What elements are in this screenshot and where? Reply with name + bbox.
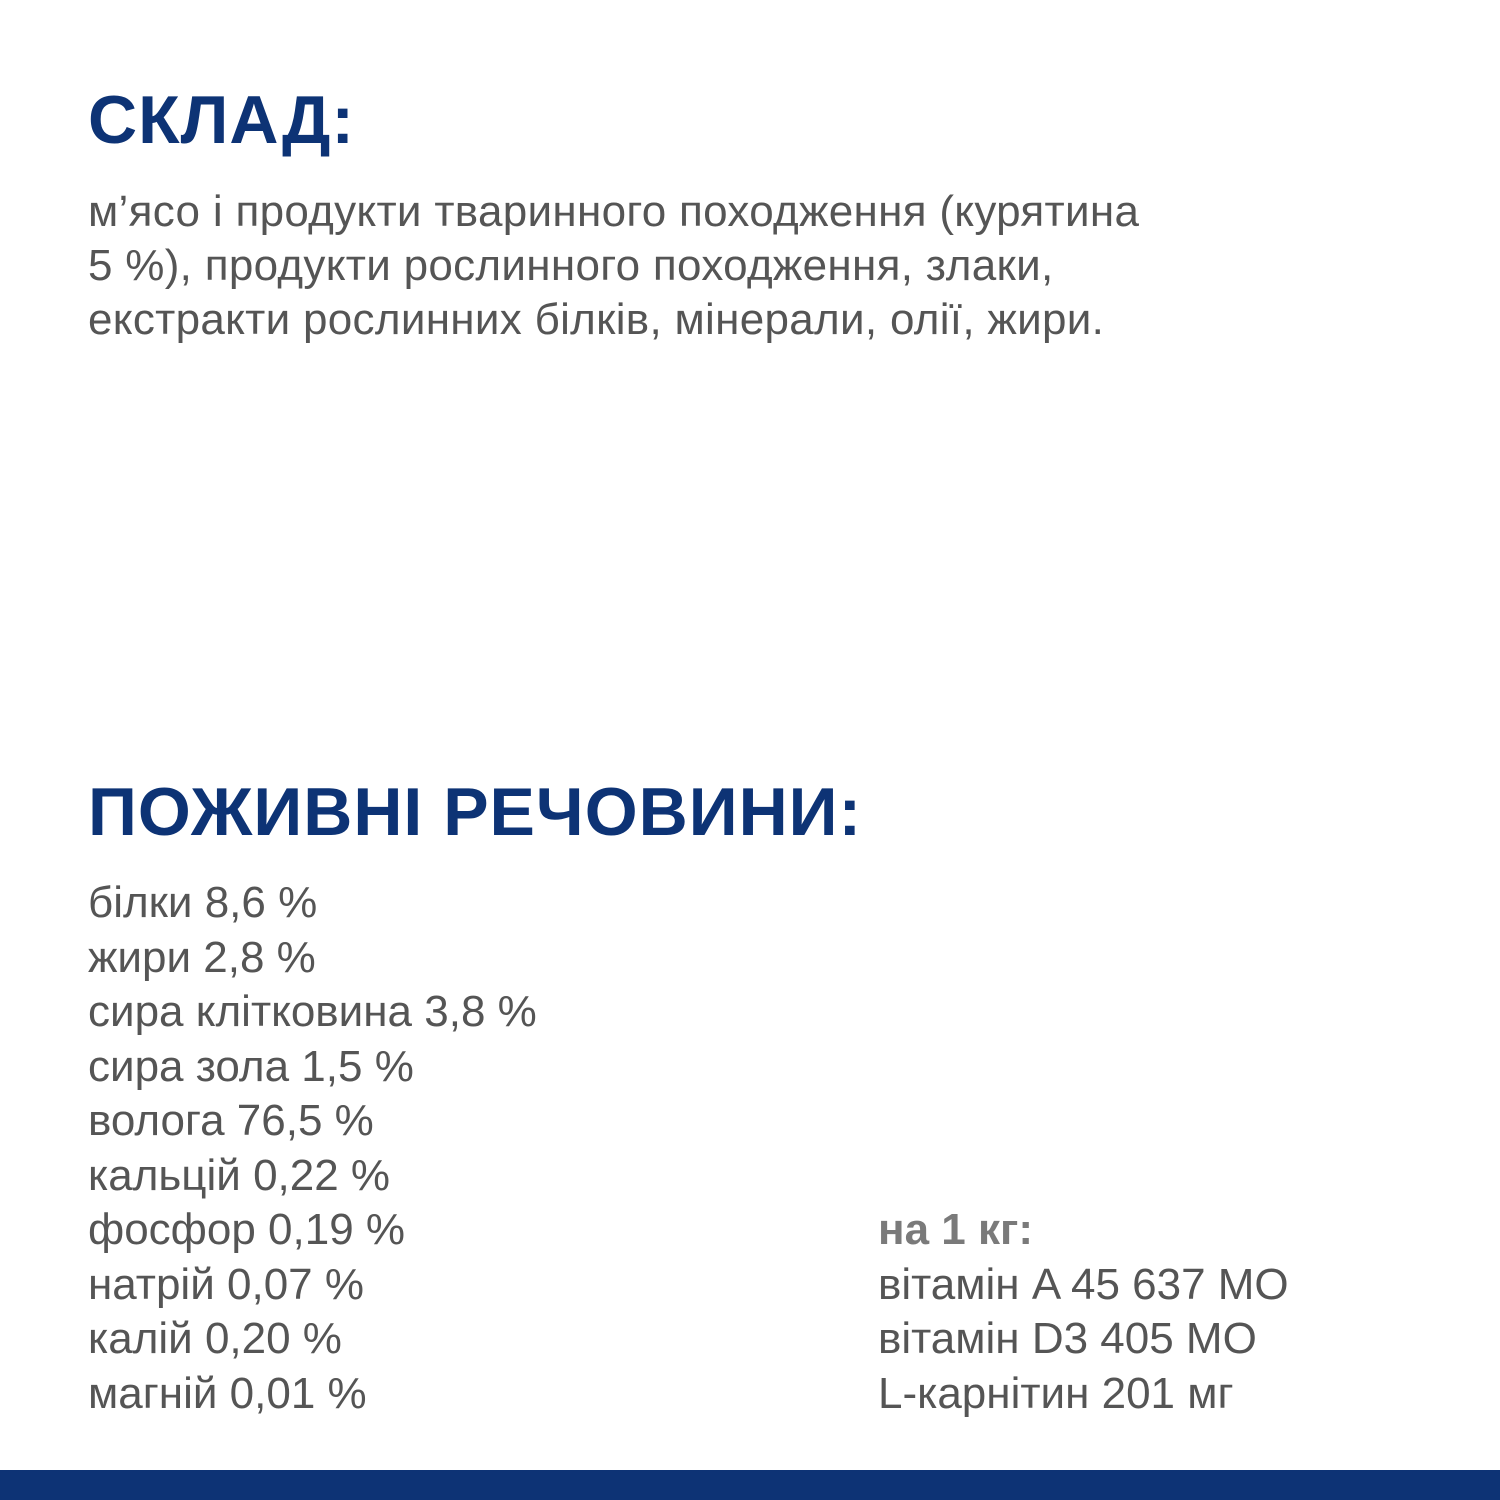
composition-line: 5 %), продукти рослинного походження, злаки, xyxy=(88,241,1054,290)
nutrient-item: волога 76,5 % xyxy=(88,1096,374,1145)
nutrient-item: калій 0,20 % xyxy=(88,1314,342,1363)
nutrient-item: сира зола 1,5 % xyxy=(88,1041,414,1091)
composition-line: м’ясо і продукти тваринного походження (курятина xyxy=(88,187,1140,236)
composition-text xyxy=(88,185,1428,347)
nutrient-item: кальцій 0,22 % xyxy=(88,1150,391,1200)
composition-heading: СКЛАД: xyxy=(88,82,356,158)
per-kg-item: вітамін A 45 637 МО xyxy=(878,1259,1289,1309)
nutrient-item: білки 8,6 % xyxy=(88,878,318,927)
nutrient-item: натрій 0,07 % xyxy=(88,1259,364,1309)
composition-line: екстракти рослинних білків, мінерали, олії, жири. xyxy=(88,295,1105,344)
per-kg-block xyxy=(878,1203,1289,1421)
per-kg-item: L-карнітин 201 мг xyxy=(878,1368,1234,1418)
nutrient-list xyxy=(88,876,537,1421)
per-kg-list xyxy=(878,1258,1289,1422)
bottom-bar xyxy=(0,1470,1500,1500)
nutrient-item: магній 0,01 % xyxy=(88,1368,367,1418)
nutrients-heading: ПОЖИВНІ РЕЧОВИНИ: xyxy=(88,774,863,850)
nutrient-item: жири 2,8 % xyxy=(88,932,316,982)
per-kg-title: на 1 кг: xyxy=(878,1205,1033,1254)
nutrient-item: фосфор 0,19 % xyxy=(88,1205,406,1254)
per-kg-item: вітамін D3 405 МО xyxy=(878,1314,1257,1363)
nutrient-item: сира клітковина 3,8 % xyxy=(88,987,537,1036)
